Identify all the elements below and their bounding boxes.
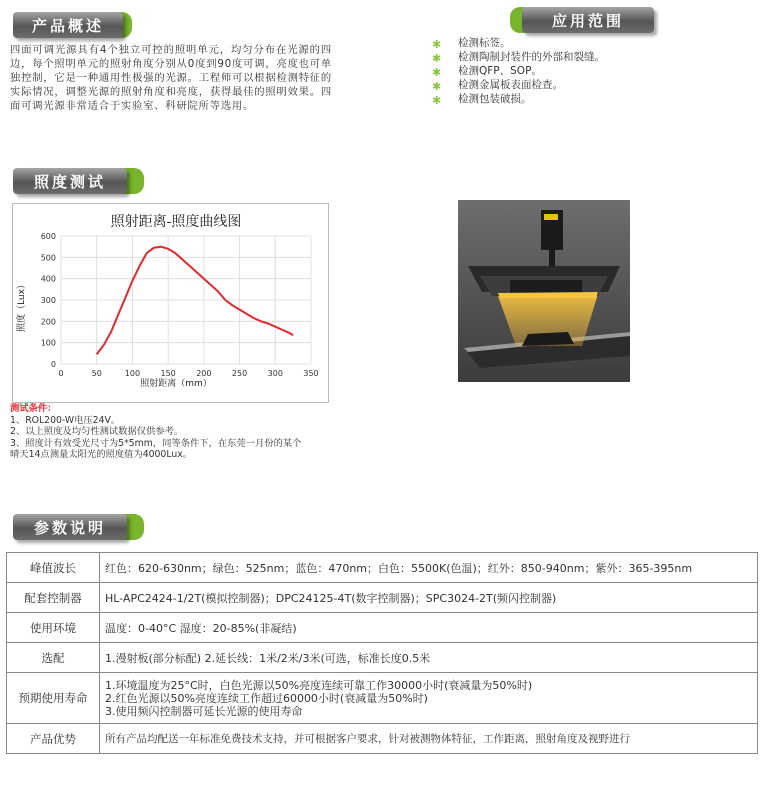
param-key: 预期使用寿命 xyxy=(7,673,100,724)
product-photo xyxy=(458,200,630,382)
application-item: ✱ 检测包装破损。 xyxy=(432,93,532,107)
chart-series-line xyxy=(97,247,293,355)
overview-section-title: 产品概述 xyxy=(13,12,123,38)
x-tick-label: 0 xyxy=(58,369,64,378)
test-condition-line: 3、照度计有效受光尺寸为5*5mm，同等条件下，在东莞一月份的某个 xyxy=(10,437,302,449)
chart-title: 照射距离-照度曲线图 xyxy=(110,214,242,230)
param-value: HL-APC2424-1/2T(模拟控制器)；DPC24125-4T(数字控制器)；SPC3024-2T(频闪控制器) xyxy=(100,583,758,613)
param-value: 1.漫射板(部分标配) 2.延长线：1米/2米/3米(可选，标准长度0.5米 xyxy=(100,643,758,673)
table-row xyxy=(7,724,758,754)
y-tick-label: 400 xyxy=(40,274,56,284)
star-bullet-icon: ✱ xyxy=(432,94,442,107)
star-bullet-icon: ✱ xyxy=(432,38,442,51)
x-tick-label: 50 xyxy=(91,369,102,378)
y-tick-label: 200 xyxy=(40,317,56,327)
application-list xyxy=(430,36,605,106)
illuminance-chart xyxy=(12,203,329,403)
chart-ticks xyxy=(41,232,319,378)
y-tick-label: 100 xyxy=(40,338,56,348)
test-condition-line: 晴天14点测量太阳光的照度值为4000Lux。 xyxy=(10,449,193,460)
param-value xyxy=(100,673,758,724)
x-tick-label: 250 xyxy=(231,369,248,378)
x-tick-label: 350 xyxy=(303,369,319,378)
param-key: 选配 xyxy=(7,643,100,673)
star-bullet-icon: ✱ xyxy=(432,52,442,65)
table-row xyxy=(7,643,758,673)
chart-series-group xyxy=(97,247,293,355)
application-section-title: 应用范围 xyxy=(522,7,654,33)
application-item: ✱ 检测QFP、SOP。 xyxy=(432,65,542,79)
table-row xyxy=(7,613,758,643)
param-key: 产品优势 xyxy=(7,724,100,754)
param-value-line: 1.环境温度为25°C时，白色光源以50%亮度连续可靠工作30000小时(衰减量为50%时) xyxy=(105,678,533,692)
y-tick-label: 0 xyxy=(50,360,56,369)
application-item: ✱ 检测陶制封装件的外部和裂缝。 xyxy=(432,51,605,65)
application-item: ✱ 检测金属板表面检查。 xyxy=(432,79,563,93)
chart-x-axis-label: 照射距离（mm） xyxy=(140,379,212,389)
param-key: 配套控制器 xyxy=(7,583,100,613)
params-table xyxy=(6,552,758,754)
param-value: 温度：0-40°C 湿度：20-85%(非凝结) xyxy=(100,613,758,643)
chart-svg xyxy=(13,204,328,402)
param-key: 使用环境 xyxy=(7,613,100,643)
x-tick-label: 300 xyxy=(267,369,283,378)
param-value-line: 3.使用频闪控制器可延长光源的使用寿命 xyxy=(105,704,303,718)
param-value: 红色：620-630nm；绿色：525nm；蓝色：470nm；白色：5500K(色温)；红外：850-940nm；紫外：365-395nm xyxy=(100,553,758,583)
y-tick-label: 300 xyxy=(40,296,56,305)
star-bullet-icon: ✱ xyxy=(432,66,442,79)
y-tick-label: 500 xyxy=(40,253,56,263)
product-illustration xyxy=(458,200,630,382)
chart-grid xyxy=(61,236,311,364)
application-item: ✱ 检测标签。 xyxy=(432,37,511,51)
param-key: 峰值波长 xyxy=(7,553,100,583)
test-conditions xyxy=(10,403,302,461)
test-condition-line: 2、以上照度及均匀性测试数据仅供参考。 xyxy=(10,426,184,437)
x-tick-label: 200 xyxy=(196,369,212,378)
star-bullet-icon: ✱ xyxy=(432,80,442,93)
illuminance-section-title: 照度测试 xyxy=(13,168,127,194)
x-tick-label: 150 xyxy=(160,369,176,378)
y-tick-label: 600 xyxy=(40,232,56,241)
test-condition-line: 1、ROL200-W电压24V。 xyxy=(10,414,121,426)
overview-paragraph: 四面可调光源具有4个独立可控的照明单元，均匀分布在光源的四边，每个照明单元的照射角度分别从0度到90度可调，亮度也可单独控制，它是一种通用性极强的光源。工程师可以根据检测特征的实际情况，调整光源的照射角度和亮度，获得最佳的照明效果。四面可调光源非常适合于实验室、科研院所等选用。 xyxy=(10,44,332,112)
test-conditions-title: 测试条件： xyxy=(10,403,57,414)
table-row xyxy=(7,553,758,583)
params-section-title: 参数说明 xyxy=(13,514,127,540)
table-row xyxy=(7,583,758,613)
x-tick-label: 100 xyxy=(124,369,141,378)
param-value: 所有产品均配送一年标准免费技术支持，并可根据客户要求，针对被测物体特征，工作距离，照射角度及视野进行 xyxy=(100,724,758,754)
table-row xyxy=(7,673,758,724)
chart-y-axis-label: 照度（Lux） xyxy=(17,280,27,332)
param-value-line: 2.红色光源以50%亮度连续工作超过60000小时(衰减量为50%时) xyxy=(105,691,428,705)
